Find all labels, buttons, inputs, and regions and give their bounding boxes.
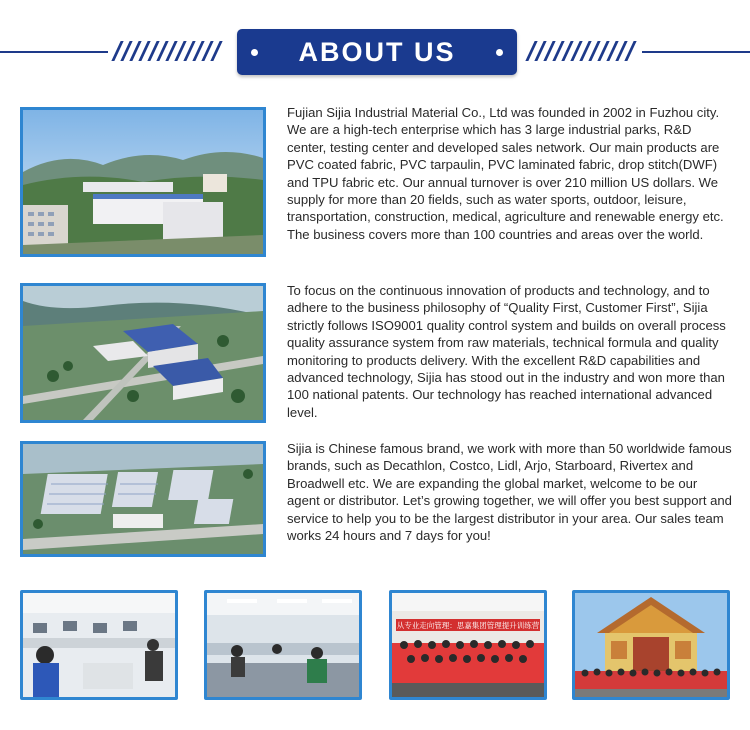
header-slashes-right	[530, 41, 632, 63]
header-line-right	[642, 51, 750, 53]
page-title: ABOUT US	[298, 36, 456, 67]
header-line-left	[0, 51, 108, 53]
thumbnail-workshop	[204, 590, 362, 700]
title-dot-right	[496, 49, 503, 56]
factory-aerial-rendering	[20, 441, 266, 557]
factory-photo	[20, 107, 266, 257]
thumbnail-team-training	[389, 590, 547, 700]
brands-partners-text: Sijia is Chinese famous brand, we work with more than 50 worldwide famous brands, such as Decathlon, Costco, Lidl, Arjo, Starboard, Rivertex and Broadwell etc. We are expanding the global market, welcome to be our agent or distributor. Let’s growing together, we will offer you best support and service to help you to be the largest distributor in your area. Our sales team works 24 hours and 7 days for you!	[287, 441, 732, 544]
title-dot-left	[251, 49, 258, 56]
company-intro-text: Fujian Sijia Industrial Material Co., Ltd was founded in 2002 in Fuzhou city. We are a high-tech enterprise which has 3 large industrial parks, R&D center, testing center and developed sales network. Our main products are PVC coated fabric, PVC tarpaulin, PVC laminated fabric, drop stitch(DWF) and TPU fabric etc. Our annual turnover is over 210 million US dollars. We supply for more than 20 fields, such as water sports, outdoor, leisure, transportation, construction, medical, agriculture and renewable energy etc. The business covers more than 100 countries and areas over the world.	[287, 105, 724, 242]
quality-philosophy-text: To focus on the continuous innovation of products and technology, and to adhere to the business philosophy of “Quality First, Customer First”, Sijia strictly follows ISO9001 quality control system and builds on overall process quality assurance system from raw materials, technical formula and quality monitoring to products delivery. With the excellent R&D capabilities and advanced technology, Sijia has stood out in the industry and won more than 100 national patents. Our technology has reached international advanced level.	[287, 283, 726, 420]
title-badge	[237, 29, 517, 75]
industrial-park-rendering	[20, 283, 266, 423]
about-header	[0, 24, 750, 78]
header-slashes-left	[116, 41, 218, 63]
thumbnail-office-staff	[20, 590, 178, 700]
thumbnail-group-photo-temple	[572, 590, 730, 700]
thumbnail-banner-text: 从专业走向管理：思嘉集团管理提升训练营	[396, 621, 540, 630]
